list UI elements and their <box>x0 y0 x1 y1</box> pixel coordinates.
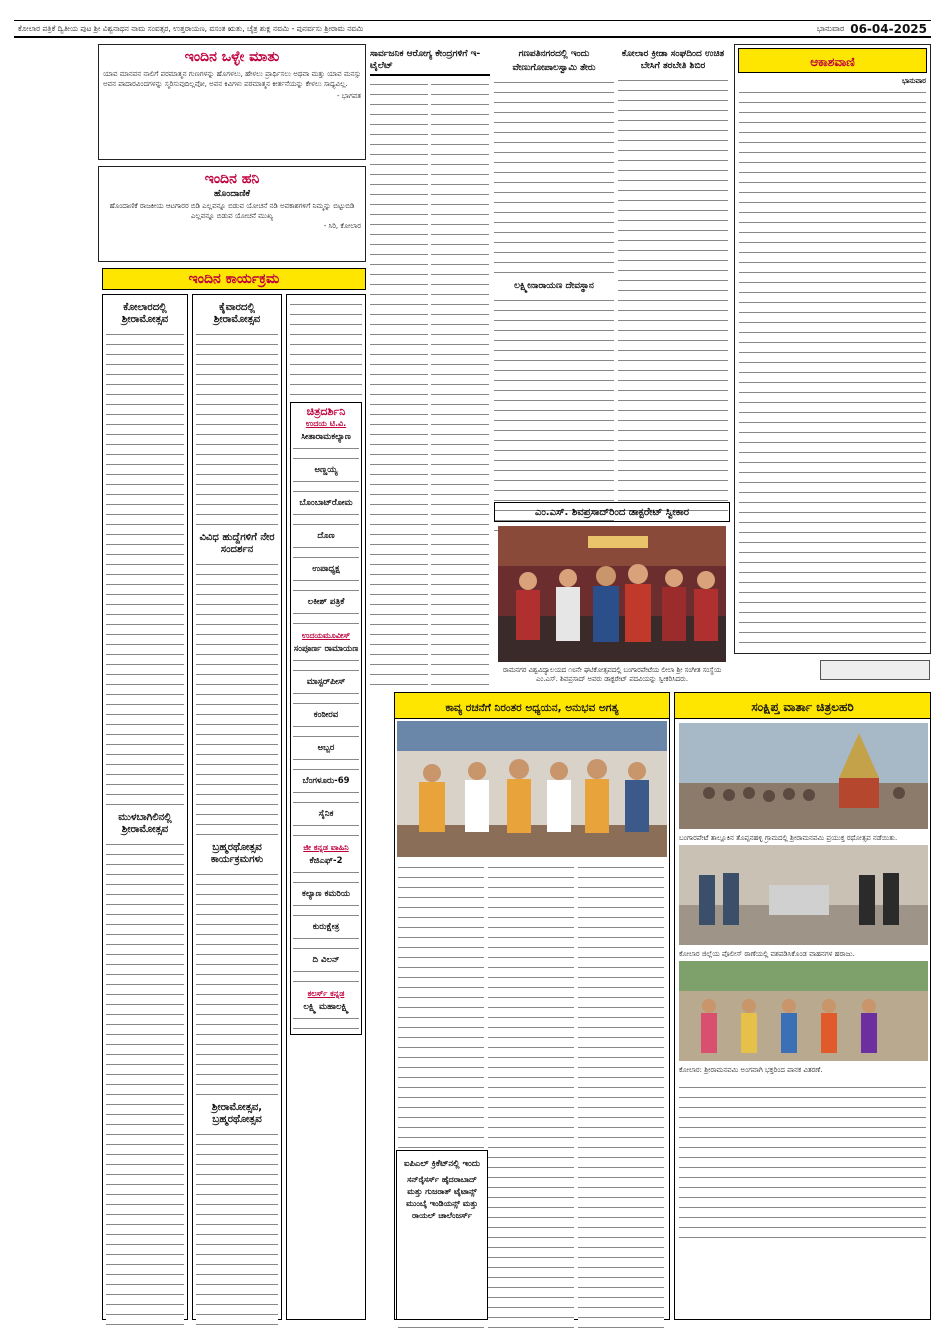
film-title: ದೊಣ <box>317 531 335 541</box>
cinema-venue: ಕಲರ್ಸ್ ಕನ್ನಡ <box>307 989 345 998</box>
film-title: ದಿ ವಿಲನ್ <box>312 955 340 965</box>
film-details <box>293 720 359 740</box>
film-details <box>293 541 359 561</box>
film-details <box>293 654 359 674</box>
poetry-title: ಕಾವ್ಯ ರಚನೆಗೆ ನಿರಂತರ ಅಧ್ಯಯನ, ಅನುಭವ ಅಗತ್ಯ <box>445 702 619 714</box>
news-photo-1 <box>679 723 928 829</box>
radio-box <box>734 44 931 654</box>
riddle-text: ಹೊಂದಾಣಿಕೆ ರಾಜಕೀಯ ಆಟಗಾರರ ಬಿಡಿ ಎಲ್ಲವನ್ನೂ ಬಿಡುವ ಯೋಚನೆ ನಡಿ ಅವಕಾಶಗಳಿಗೆ ನಿಮ್ಮನ್ನು ಬಿಟ್ಟುಬಿಡಿ ಎಲ್ಲವನ್ನೂ ಬಿಡುವ ಯೋಚನೆ ಮುಖ್ಯ <box>109 202 355 220</box>
film-details <box>293 932 359 952</box>
today-programs-banner <box>102 268 366 290</box>
news-brief-title: ಸಂಕ್ಷಿಪ್ತ ವಾರ್ತಾ ಚಿತ್ರಲಹರಿ <box>751 700 854 714</box>
film-details <box>293 687 359 707</box>
programs-col-2 <box>192 294 282 1320</box>
masthead-strip <box>14 20 931 38</box>
program-body <box>196 1128 278 1328</box>
article-body <box>370 78 428 688</box>
poetry-headline-bar <box>395 693 669 719</box>
news-caption-3: ಕೋಲಾರ: ಶ್ರೀರಾಮನವಮಿ ಅಂಗವಾಗಿ ಭಕ್ತರಿಂದ ಪಾನಕ ವಿತರಣೆ. <box>679 1066 823 1074</box>
cinema-venue: ಜೀ ಕನ್ನಡ ವಾಹಿನಿ <box>303 843 349 852</box>
film-details <box>293 475 359 495</box>
riddle-author: - ಸಿರಿ, ಕೋಲಾರ <box>323 222 361 230</box>
program-heading: ಕೋಲಾರದಲ್ಲಿ ಶ್ರೀರಾಮೋತ್ಸವ <box>121 302 169 325</box>
masthead-date: 06-04-2025 <box>850 21 927 36</box>
film-title: ಕುರುಕ್ಷೇತ್ರ <box>312 922 340 932</box>
article-body <box>488 861 574 1331</box>
film-title: ಕೆಜಿಎಫ್-2 <box>309 856 343 866</box>
film-title: ಮಾಸ್ಟರ್‌ಪೀಸ್ <box>306 677 346 687</box>
film-title: ಅಣ್ಣಯ್ಯ <box>314 465 338 475</box>
doctorate-title: ಎಂ.ಎಸ್. ಶಿವಪ್ರಸಾದ್‌ರಿಂದ ಡಾಕ್ಟರೇಟ್ ಸ್ವೀಕಾರ <box>534 506 690 518</box>
film-details <box>293 508 359 528</box>
article-body <box>618 74 728 514</box>
film-title: ಬೆಂಗಳೂರು-69 <box>302 776 350 786</box>
film-details <box>293 1012 359 1032</box>
doctorate-caption: ರಾಮನಗರ ವಿಶ್ವವಿದ್ಯಾಲಯದ ೧೮ನೇ ಘಟಿಕೋತ್ಸವದಲ್ಲಿ ಬಂಗಾರಪೇಟೆಯ ಲೀಲಾ ಶ್ರೀ ಸಂಗೀತ ಸಂಸ್ಥೆಯ ಎಂ.ಎಸ್. ಶಿವಪ್ರಸಾದ್ ಅವರು ಡಾಕ್ಟರೇಟ್ ಪದವಿಯನ್ನು ಸ್ವೀಕರಿಸಿದರು. <box>502 666 722 683</box>
radio-subtitle: ಭಾನುವಾರ <box>901 77 926 85</box>
film-details <box>293 753 359 773</box>
programs-col-3 <box>286 294 366 1320</box>
article-body <box>578 861 664 1331</box>
news-photo-2 <box>679 845 928 945</box>
program-body <box>196 558 278 838</box>
film-title: ಲಕೀಶ್ ಪತ್ರಿಕೆ <box>307 597 345 607</box>
doctorate-photo <box>498 526 726 662</box>
film-title: ಸೀತಾರಾಮಕಲ್ಯಾಣ <box>301 432 351 442</box>
film-details <box>293 574 359 594</box>
sports-article <box>618 44 728 524</box>
daily-riddle-box <box>98 166 366 262</box>
poetry-photo <box>397 721 667 857</box>
article-body <box>494 76 614 276</box>
ipl-text: ಸನ್‌ರೈಸರ್ಸ್ ಹೈದರಾಬಾದ್ ಮತ್ತು ಗುಜರಾತ್ ಟೈಟಾನ್ಸ್ ಮುಂಬೈ ಇಂಡಿಯನ್ಸ್ ಮತ್ತು ರಾಯಲ್ ಚಾಲೆಂಜರ್ಸ್ <box>406 1175 478 1220</box>
film-title: ಸೈನಿಕ <box>318 809 334 819</box>
ipl-title: ಐಪಿಎಲ್ ಕ್ರಿಕೆಟ್‌ನಲ್ಲಿ ಇಂದು <box>403 1159 481 1169</box>
cinema-venue: ಉದಯ ಟಿ.ವಿ. <box>305 419 347 428</box>
program-heading: ಮುಳಬಾಗಿಲಿನಲ್ಲಿ ಶ್ರೀರಾಮೋತ್ಸವ <box>118 812 172 835</box>
news-brief <box>674 692 931 1320</box>
program-heading: ಶ್ರೀರಾಮೋತ್ಸವ, ಬ್ರಹ್ಮರಥೋತ್ಸವ <box>211 1102 263 1125</box>
good-words-text: ಯಾವ ಮಾನವನ ನಾಲಿಗೆ ಪರಮಾತ್ಮನ ಗುಣಗಳನ್ನು ಹೊಗಳಲು, ಹೇಳಲು ಪ್ರಾರ್ಥಿಸಲು ಅಥವಾ ಮತ್ತು ಯಾವ ಮನಸ್ಸು ಅವನ ಪಾದಾರವಿಂದಗಳನ್ನು ಸ್ಮರಿಸುವುದಿಲ್ಲವೋ, ಅವನ ಕಿವಿಗಳು ಪರಮಾತ್ಮನ ಕೀರ್ತನೆಯನ್ನು ಕೇಳಲು ಸಾಧ್ಯವಿಲ್ಲ. <box>103 70 361 88</box>
film-details <box>293 607 359 627</box>
col4-heading: ವೇಣುಗೋಪಾಲಸ್ವಾಮಿ ತೇರು <box>512 63 596 73</box>
program-body <box>196 328 278 528</box>
news-caption-1: ಬಂಗಾರಪೇಟೆ ತಾಲ್ಲೂಕಿನ ತೊಪ್ಪನಹಳ್ಳಿ ಗ್ರಾಮದಲ್ಲಿ ಶ್ರೀರಾಮನವಮಿ ಪ್ರಯುಕ್ತ ರಥೋತ್ಸವ ನಡೆಯಿತು. <box>679 834 898 842</box>
riddle-title: ಇಂದಿನ ಹನಿ <box>204 171 260 187</box>
film-title: ಬೊಂಬಾಟ್‌ರೋಮ <box>299 498 353 508</box>
film-details <box>293 866 359 886</box>
program-body <box>196 868 278 1098</box>
newspaper-page <box>14 20 931 1320</box>
film-details <box>293 899 359 919</box>
article-body <box>494 294 614 534</box>
program-body <box>106 838 184 1328</box>
film-title: ಕಂಠೀರವ <box>313 710 339 720</box>
riddle-subtitle: ಹೊಂದಾಣಿಕೆ <box>213 189 251 199</box>
good-words-box <box>98 44 366 160</box>
film-details <box>293 965 359 985</box>
program-body <box>106 328 184 808</box>
film-title: ಉಪಾಧ್ಯಕ್ಷ <box>312 564 340 574</box>
cinema-title: ಚಿತ್ರದರ್ಶಿನಿ <box>306 405 346 418</box>
cinema-box <box>290 402 362 1035</box>
article-body <box>431 78 489 688</box>
news-caption-2: ಕೋಲಾರ ಜಿಲ್ಲೆಯ ಪೊಲೀಸ್ ಠಾಣೆಯಲ್ಲಿ ವಶಪಡಿಸಿಕೊಂಡ ವಾಹನಗಳ ಹರಾಜು. <box>679 950 855 958</box>
health-article-title: ಸಾರ್ವಜನಿಕ ಆರೋಗ್ಯ ಕೇಂದ್ರಗಳಿಗೆ ಇ-ಟೈಲೆಟ್ <box>370 48 490 76</box>
radio-photo <box>820 660 930 680</box>
doctorate-banner <box>494 502 730 522</box>
col4-heading: ಗಣಪತಿನಗರದಲ್ಲಿ ಇಂದು <box>518 49 590 59</box>
program-body <box>290 298 362 398</box>
article-body <box>679 1081 926 1241</box>
program-heading: ಬ್ರಹ್ಮರಥೋತ್ಸವ ಕಾರ್ಯಕ್ರಮಗಳು <box>210 842 264 865</box>
program-heading: ವಿವಿಧ ಹುದ್ದೆಗಳಿಗೆ ನೇರ ಸಂದರ್ಶನ <box>199 532 275 555</box>
col4-heading: ಲಕ್ಷ್ಮೀನಾರಾಯಣ ದೇವಸ್ಥಾನ <box>514 281 594 291</box>
masthead-info: ಕೋಲಾರ ಪತ್ರಿಕೆ ದ್ವಿತೀಯ ಪುಟ ಶ್ರೀ ವಿಶ್ವನಾಥನ ನಾಮ ಸಂವತ್ಸರ, ಉತ್ತರಾಯಣ, ವಸಂತ ಋತು, ಚೈತ್ರ ಶುಕ್ಲ ನವಮಿ - ಪುನರ್ವಸು ಶ್ರೀರಾಮ ನವಮಿ <box>18 23 364 33</box>
film-title: ಸಂಪೂರ್ಣ ರಾಮಾಯಣ <box>293 644 359 654</box>
good-words-author: - ಭಾಗವತ <box>337 92 361 100</box>
film-details <box>293 442 359 462</box>
today-programs-title: ಇಂದಿನ ಕಾರ್ಯಕ್ರಮ <box>188 271 280 287</box>
cinema-venue: ಉದಯಮೂವೀಸ್ <box>301 631 351 640</box>
col4-news <box>494 44 614 524</box>
film-details <box>293 786 359 806</box>
radio-title: ಆಕಾಶವಾಣಿ <box>810 55 855 69</box>
sports-article-title: ಕೋಲಾರ ಕ್ರೀಡಾ ಸಂಘದಿಂದ ಉಚಿತ ಬೇಸಿಗೆ ತರಬೇತಿ ಶಿಬಿರ <box>621 49 725 71</box>
good-words-title: ಇಂದಿನ ಒಳ್ಳೇ ಮಾತು <box>184 49 280 65</box>
film-details <box>293 819 359 839</box>
program-heading: ಕೈವಾರದಲ್ಲಿ ಶ್ರೀರಾಮೋತ್ಸವ <box>213 302 261 325</box>
film-title: ಅಬ್ಬರ <box>317 743 335 753</box>
news-photo-3 <box>679 961 928 1061</box>
programs-col-1 <box>102 294 188 1320</box>
masthead-day: ಭಾನುವಾರ <box>816 23 845 33</box>
film-title: ಲಕ್ಷ್ಮಿ ಮಹಾಲಕ್ಷ್ಮಿ <box>303 1002 349 1012</box>
ipl-box <box>396 1150 488 1320</box>
film-title: ಕಲ್ಯಾಣ ಕಮರಿಯ <box>302 889 350 899</box>
health-article <box>370 44 490 684</box>
radio-schedule <box>739 86 926 646</box>
